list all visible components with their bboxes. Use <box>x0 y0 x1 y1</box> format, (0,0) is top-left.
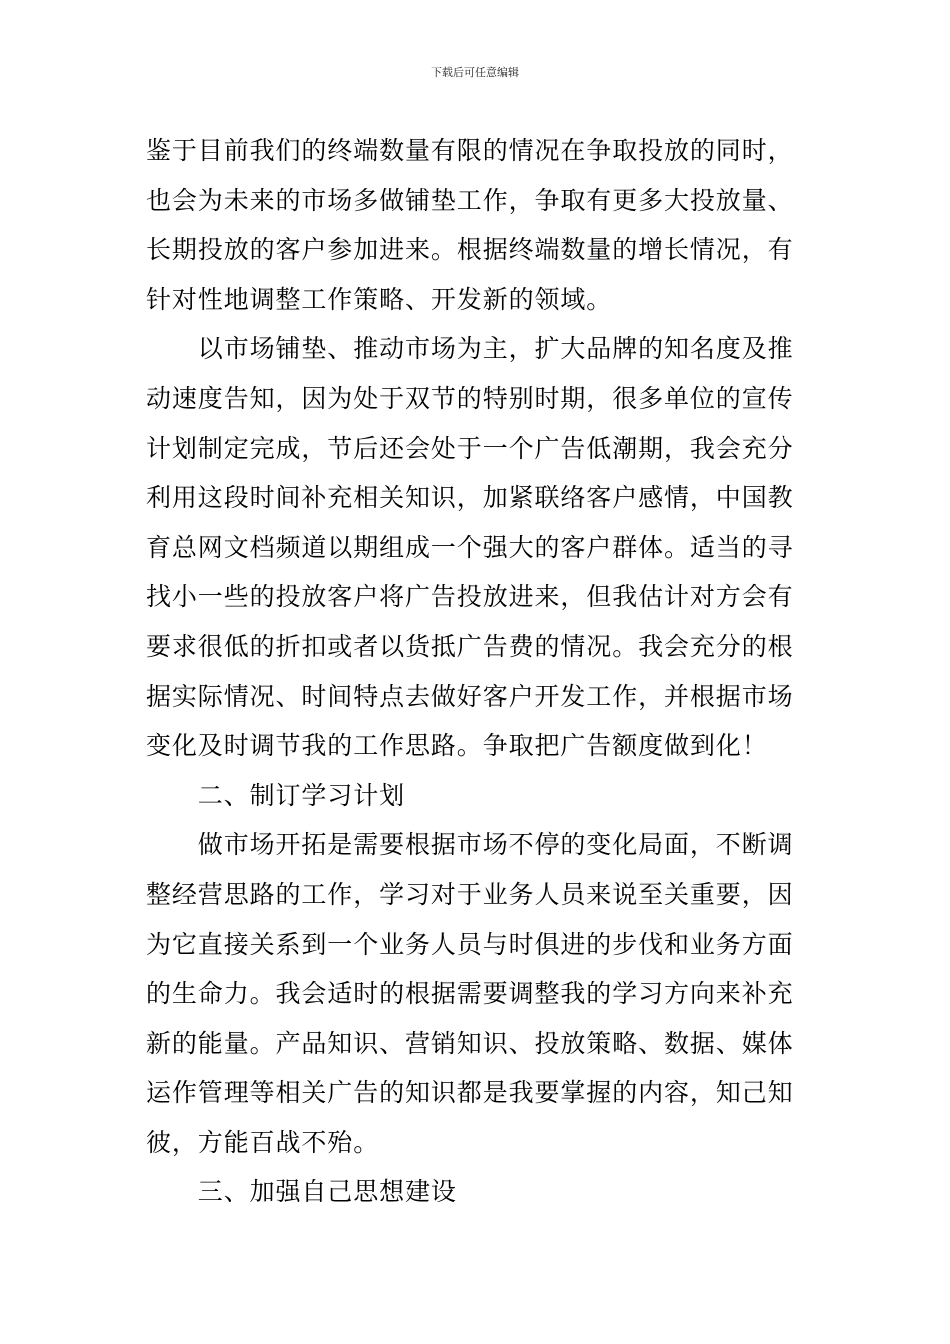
section-heading: 二、制订学习计划 <box>146 780 406 810</box>
text-line: 要求很低的折扣或者以货抵广告费的情况。我会充分的根 <box>146 631 794 661</box>
text-line: 新的能量。产品知识、营销知识、投放策略、数据、媒体 <box>146 1028 794 1058</box>
text-line: 运作管理等相关广告的知识都是我要掌握的内容，知己知 <box>146 1078 794 1108</box>
text-line: 也会为未来的市场多做铺垫工作，争取有更多大投放量、 <box>146 185 794 215</box>
text-line: 变化及时调节我的工作思路。争取把广告额度做到化！ <box>146 731 768 761</box>
text-line: 为它直接关系到一个业务人员与时俱进的步伐和业务方面 <box>146 929 794 959</box>
text-line: 整经营思路的工作，学习对于业务人员来说至关重要，因 <box>146 879 794 909</box>
text-line: 彼，方能百战不殆。 <box>146 1127 380 1157</box>
text-line: 长期投放的客户参加进来。根据终端数量的增长情况，有 <box>146 235 794 265</box>
text-line: 计划制定完成，节后还会处于一个广告低潮期，我会充分 <box>146 433 794 463</box>
text-line: 育总网文档频道以期组成一个强大的客户群体。适当的寻 <box>146 532 794 562</box>
text-line: 以市场铺垫、推动市场为主，扩大品牌的知名度及推 <box>146 334 794 364</box>
text-line: 做市场开拓是需要根据市场不停的变化局面，不断调 <box>146 830 794 860</box>
page-header-note: 下载后可任意编辑 <box>431 66 519 79</box>
document-body <box>146 126 806 1217</box>
text-line: 的生命力。我会适时的根据需要调整我的学习方向来补充 <box>146 979 794 1009</box>
text-line: 找小一些的投放客户将广告投放进来，但我估计对方会有 <box>146 582 794 612</box>
text-line: 利用这段时间补充相关知识，加紧联络客户感情，中国教 <box>146 483 794 513</box>
text-line: 动速度告知，因为处于双节的特别时期，很多单位的宣传 <box>146 383 794 413</box>
text-line: 鉴于目前我们的终端数量有限的情况在争取投放的同时， <box>146 136 794 165</box>
text-line: 针对性地调整工作策略、开发新的领域。 <box>146 284 613 314</box>
section-heading: 三、加强自己思想建设 <box>146 1177 457 1207</box>
text-line: 据实际情况、时间特点去做好客户开发工作，并根据市场 <box>146 681 794 711</box>
